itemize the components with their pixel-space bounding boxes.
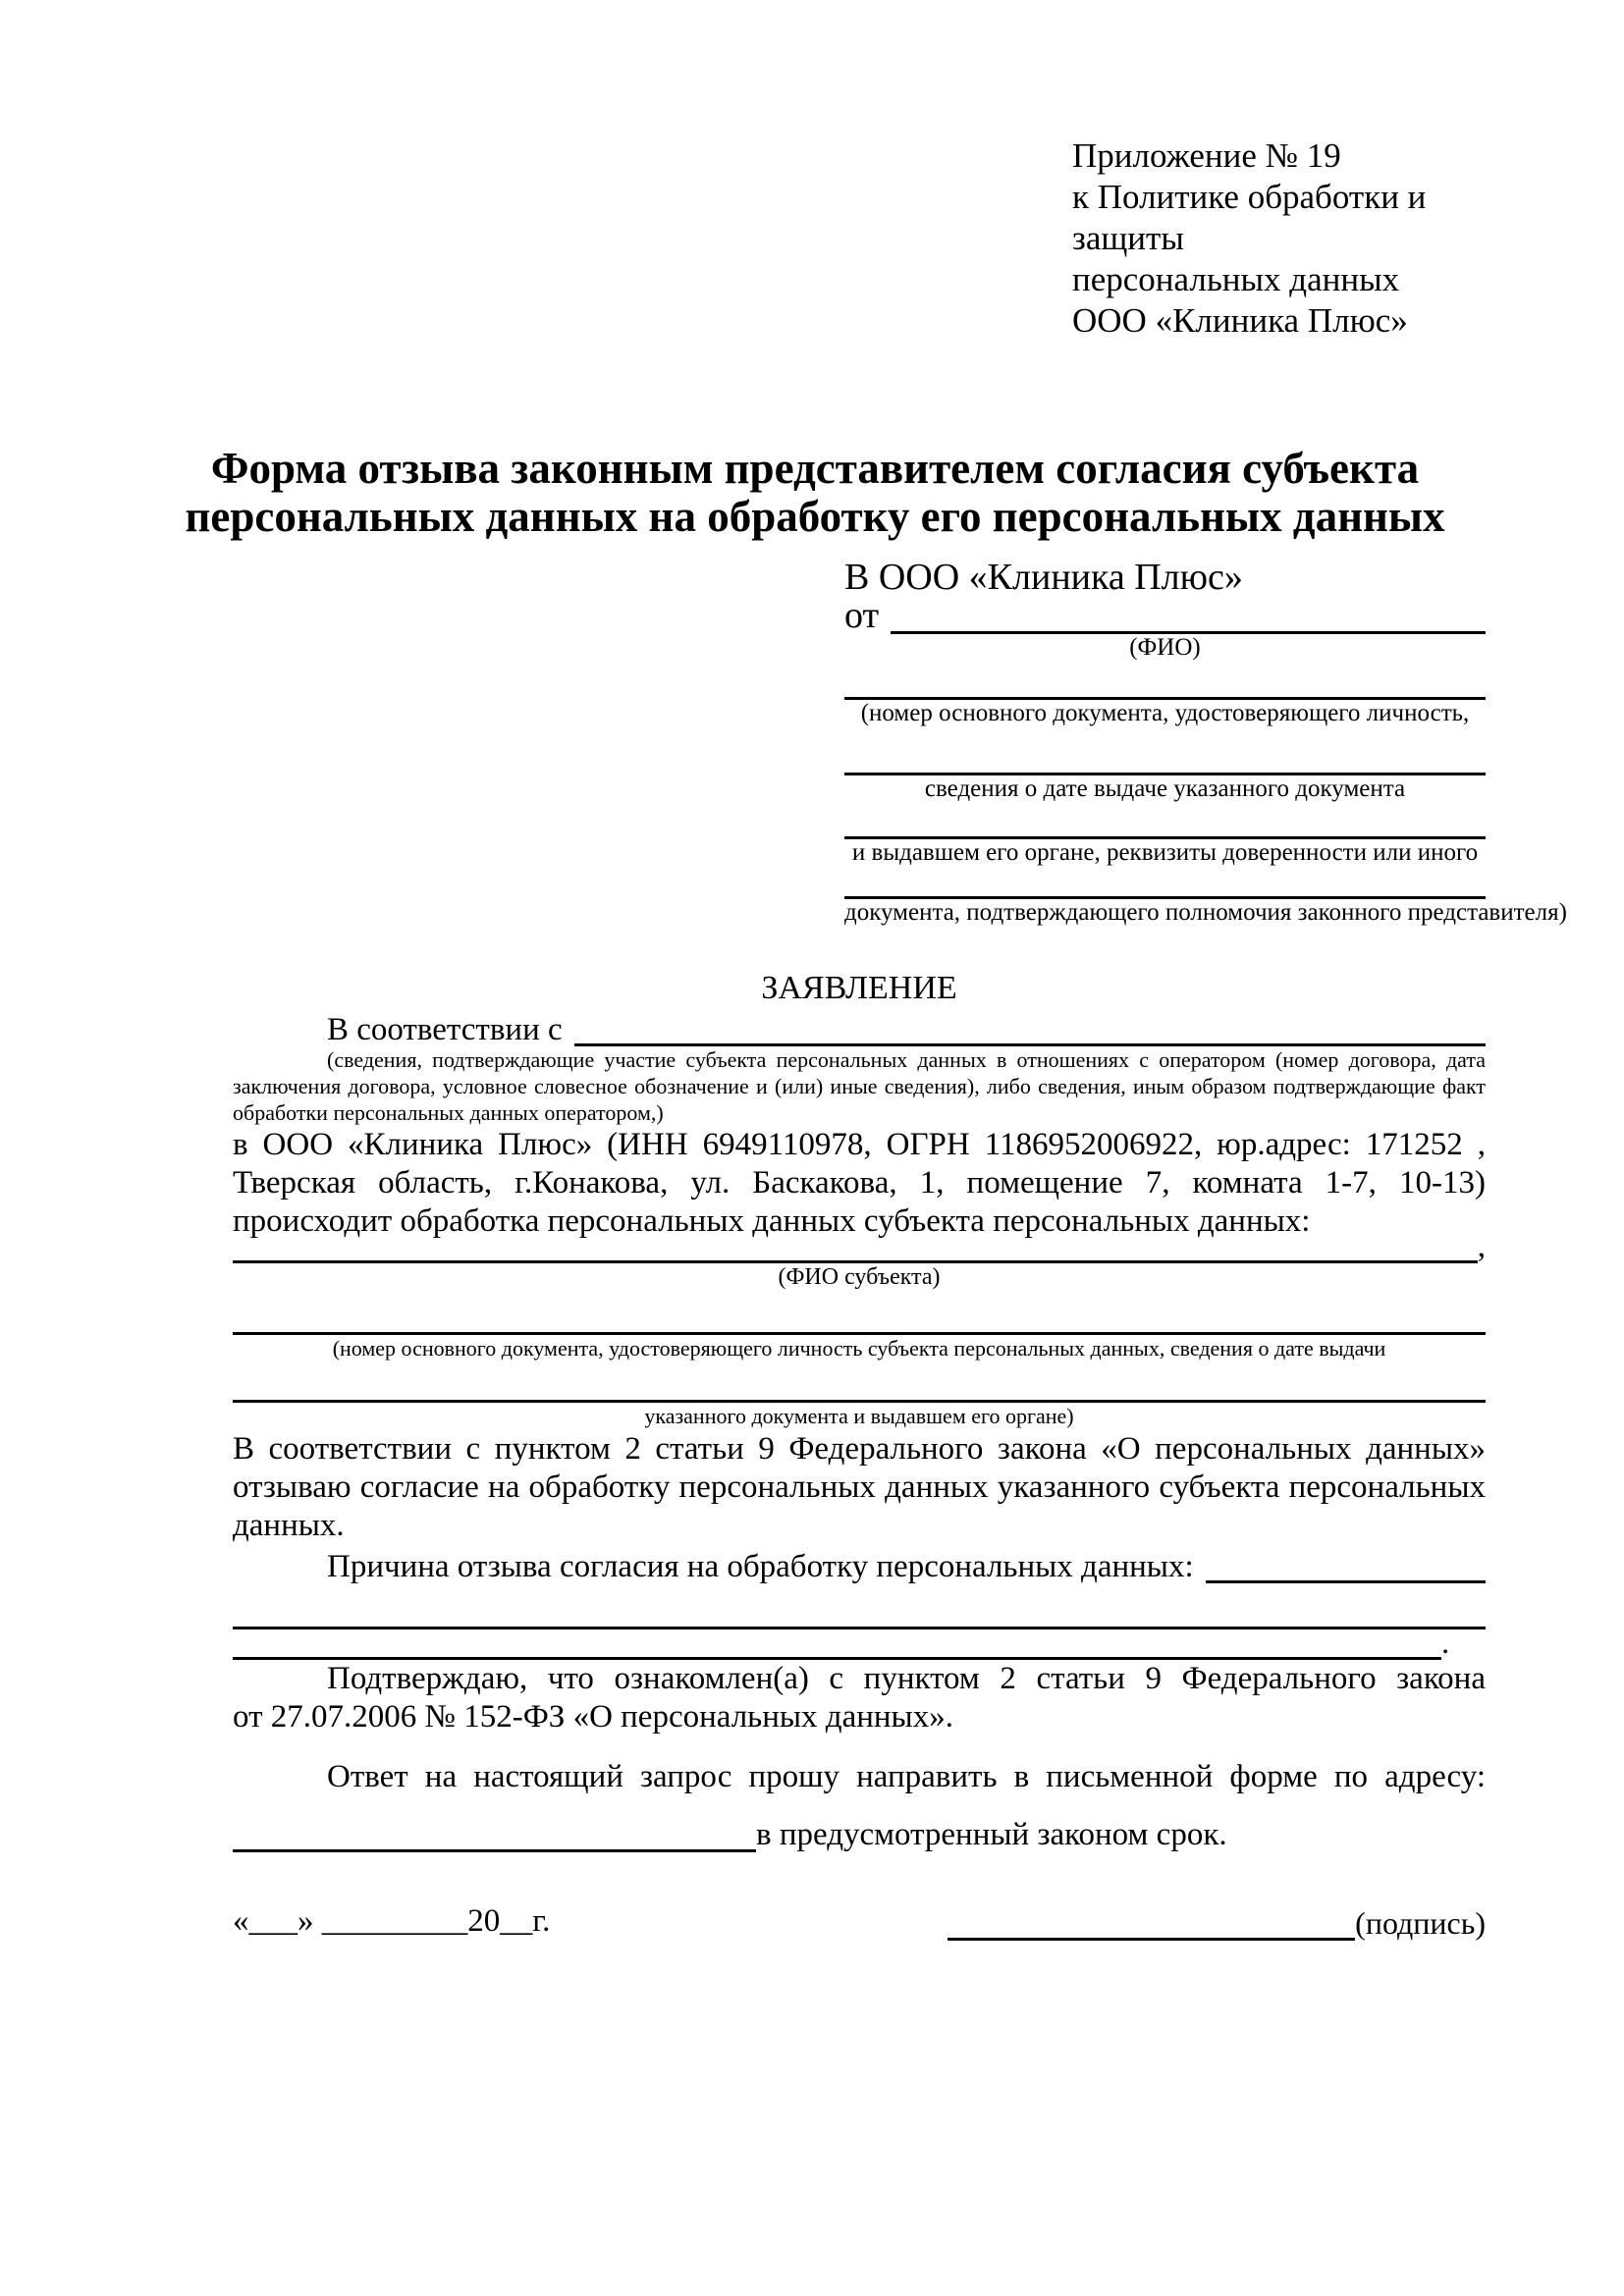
blank-line bbox=[233, 1362, 1486, 1403]
trailing-comma: , bbox=[1477, 1229, 1486, 1264]
reply-paragraph bbox=[233, 1758, 1486, 1852]
from-row bbox=[844, 595, 1486, 636]
blank-line bbox=[233, 1291, 1486, 1335]
withdraw-paragraph bbox=[233, 1430, 1486, 1545]
title-line: Форма отзыва законным представителем согласия субъекта bbox=[210, 444, 1420, 493]
paragraph-line: Подтверждаю, что ознакомлен(а) с пунктом 2 статьи 9 Федерального закона bbox=[327, 1661, 1486, 1696]
operator-paragraph bbox=[233, 1126, 1486, 1241]
paragraph-line: отзываю согласие на обработку персональных данных указанного субъекта персональных bbox=[233, 1469, 1486, 1505]
reason-row bbox=[233, 1545, 1486, 1583]
confirm-paragraph bbox=[233, 1660, 1486, 1736]
paragraph-line: данных. bbox=[233, 1508, 345, 1543]
fio-caption: (ФИО) bbox=[1129, 634, 1201, 661]
title-line: персональных данных на обработку его персональных данных bbox=[185, 492, 1445, 541]
intro-row bbox=[233, 1011, 1486, 1046]
paragraph-line: в ООО «Клиника Плюс» (ИНН 6949110978, ОГРН 1186952006922, юр.адрес: 171252 , bbox=[233, 1127, 1486, 1162]
addressee-organization: В ООО «Клиника Плюс» bbox=[844, 557, 1243, 598]
appendix-line: Приложение № 19 bbox=[1072, 136, 1341, 175]
blank-line-row bbox=[233, 1626, 1486, 1661]
appendix-line: ООО «Клиника Плюс» bbox=[1072, 301, 1408, 340]
fineprint-line: (сведения, подтверждающие участие субъекта персональных данных в отношениях с оператором (номер договора, дата bbox=[327, 1047, 1486, 1072]
statement-heading: ЗАЯВЛЕНИЕ bbox=[761, 970, 957, 1006]
footer-row bbox=[233, 1901, 1486, 1941]
paragraph-line: Тверская область, г.Конакова, ул. Баскакова, 1, помещение 7, комната 1-7, 10-13) bbox=[233, 1165, 1486, 1201]
paragraph-line: в предусмотренный законом срок. bbox=[756, 1817, 1227, 1852]
addressee-block bbox=[844, 556, 1567, 927]
appendix-line: персональных данных bbox=[1072, 260, 1400, 298]
document-title bbox=[144, 445, 1486, 541]
paragraph-line: Ответ на настоящий запрос прошу направить в письменной форме по адресу: bbox=[327, 1759, 1486, 1794]
doc-caption: (номер основного документа, удостоверяющего личность субъекта персональных данных, сведения о дате выдачи bbox=[332, 1336, 1386, 1361]
from-label: от bbox=[844, 595, 880, 636]
trailing-period: . bbox=[1441, 1626, 1450, 1661]
signature-block bbox=[947, 1905, 1486, 1941]
fineprint-line: обработки персональных данных оператором,) bbox=[233, 1100, 664, 1125]
appendix-line: к Политике обработки и защиты bbox=[1072, 178, 1427, 257]
doc-caption: указанного документа и выдавшем его органе) bbox=[644, 1404, 1074, 1428]
signature-line bbox=[947, 1938, 1355, 1941]
blank-line bbox=[844, 803, 1486, 839]
appendix-note bbox=[1072, 135, 1486, 342]
fineprint-line: заключения договора, условное словесное обозначение и (или) иные сведения), либо сведения, иным образом подтверждающие факт bbox=[233, 1074, 1486, 1098]
address-blank-line bbox=[233, 1849, 756, 1852]
paragraph-line: В соответствии с пунктом 2 статьи 9 Федерального закона «О персональных данных» bbox=[233, 1431, 1486, 1467]
fio-subject-caption: (ФИО субъекта) bbox=[778, 1264, 941, 1290]
paragraph-line: происходит обработка персональных данных субъекта персональных данных: bbox=[233, 1203, 1311, 1239]
blank-caption: сведения о дате выдаче указанного документа bbox=[924, 775, 1406, 802]
blank-line bbox=[844, 867, 1486, 899]
blank-caption: (номер основного документа, удостоверяющего личность, bbox=[860, 700, 1470, 726]
fineprint-note bbox=[233, 1046, 1486, 1126]
reason-blank-line bbox=[1206, 1580, 1486, 1583]
subject-fio-blank-row bbox=[233, 1229, 1486, 1264]
paragraph-line: от 27.07.2006 № 152-ФЗ «О персональных данных». bbox=[233, 1699, 953, 1735]
date-line: «___» _________20__г. bbox=[233, 1903, 551, 1939]
reason-label: Причина отзыва согласия на обработку персональных данных: bbox=[327, 1549, 1194, 1584]
intro-label: В соответствии с bbox=[327, 1012, 563, 1047]
blank-line bbox=[844, 727, 1486, 775]
blank-caption: документа, подтверждающего полномочия законного представителя) bbox=[844, 899, 1567, 926]
blank-line bbox=[844, 662, 1486, 700]
signature-caption: (подпись) bbox=[1355, 1905, 1486, 1941]
blank-caption: и выдавшем его органе, реквизиты доверенности или иного bbox=[851, 839, 1479, 866]
address-blank-row bbox=[233, 1796, 1486, 1852]
blank-line bbox=[233, 1583, 1486, 1629]
